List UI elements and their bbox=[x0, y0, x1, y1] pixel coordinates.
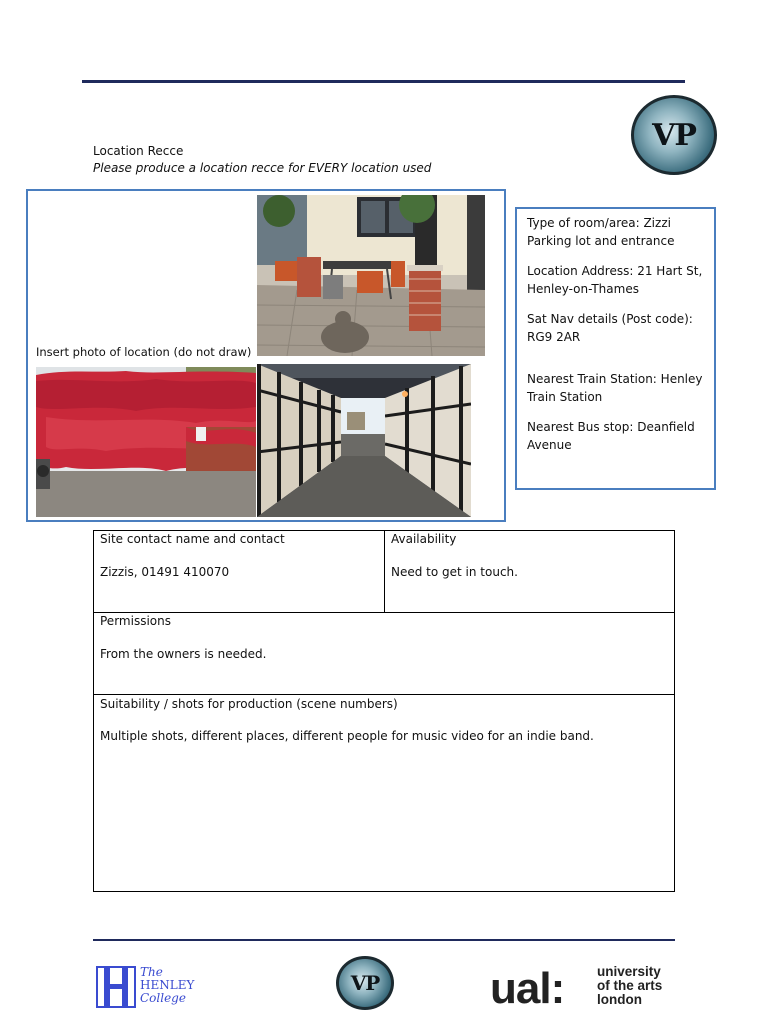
vp-logo bbox=[631, 95, 717, 175]
suitability-label: Suitability / shots for production (scene numbers) bbox=[100, 697, 398, 711]
vp-logo-text: VP bbox=[652, 117, 696, 153]
ual-mark: ual: bbox=[490, 964, 565, 1013]
contact-label: Site contact name and contact bbox=[100, 532, 285, 546]
henley-the: The bbox=[140, 965, 163, 979]
ivy-wall-photo bbox=[36, 367, 256, 517]
table-divider bbox=[384, 530, 385, 612]
henley-college-logo bbox=[96, 966, 196, 1008]
nearest-bus-stop: Nearest Bus stop: Deanfield Avenue bbox=[527, 420, 695, 452]
location-address: Location Address: 21 Hart St, Henley-on-Thames bbox=[527, 264, 703, 296]
permissions-label: Permissions bbox=[100, 614, 171, 628]
vp-logo-footer-text: VP bbox=[350, 971, 380, 995]
suitability-value: Multiple shots, different places, different people for music video for an indie band. bbox=[100, 729, 594, 743]
ual-line-3: london bbox=[597, 992, 642, 1007]
patio-photo bbox=[257, 195, 485, 356]
header-rule bbox=[82, 80, 685, 83]
photo-caption: Insert photo of location (do not draw) bbox=[36, 345, 252, 359]
page-subtitle: Please produce a location recce for EVERY location used bbox=[93, 161, 432, 175]
nearest-train-station: Nearest Train Station: Henley Train Station bbox=[527, 372, 703, 404]
availability-value: Need to get in touch. bbox=[391, 565, 518, 579]
permissions-value: From the owners is needed. bbox=[100, 647, 267, 661]
footer-rule bbox=[93, 939, 675, 941]
page-title: Location Recce bbox=[93, 144, 184, 158]
ual-logo bbox=[490, 963, 680, 1013]
availability-label: Availability bbox=[391, 532, 457, 546]
location-info-box bbox=[515, 207, 716, 490]
henley-name: HENLEY bbox=[140, 978, 195, 992]
contact-value: Zizzis, 01491 410070 bbox=[100, 565, 230, 579]
satnav-details: Sat Nav details (Post code): RG9 2AR bbox=[527, 312, 693, 344]
henley-college: College bbox=[140, 991, 186, 1005]
table-divider bbox=[93, 612, 675, 613]
ual-line-1: university bbox=[597, 964, 661, 979]
ual-line-2: of the arts bbox=[597, 978, 663, 993]
table-divider bbox=[93, 694, 675, 695]
vp-logo-footer bbox=[336, 956, 394, 1010]
room-type: Type of room/area: Zizzi Parking lot and entrance bbox=[527, 216, 675, 248]
alley-photo bbox=[257, 364, 471, 517]
